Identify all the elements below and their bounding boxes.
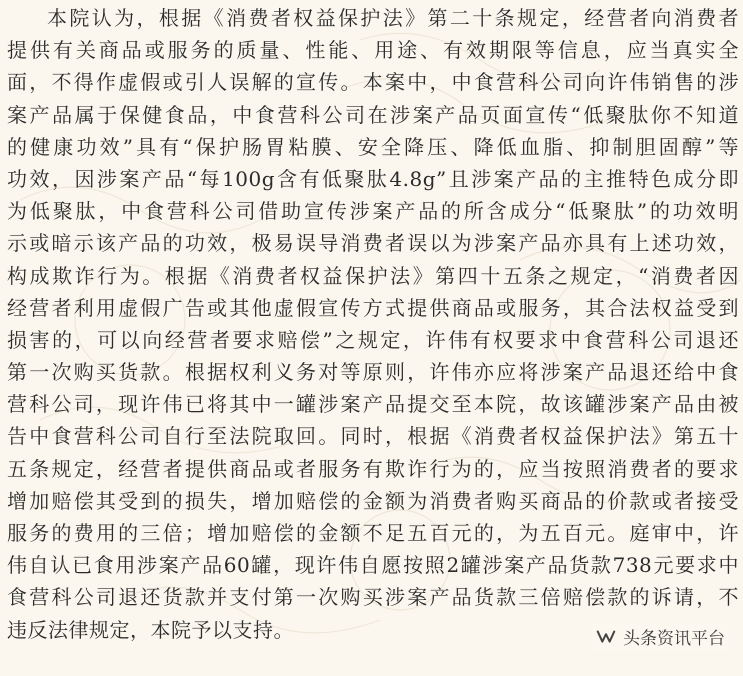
text-line: 案产品属于保健食品，中食营科公司在涉案产品页面宣传“低聚肽你不知道 — [7, 102, 739, 127]
text-line: 五条规定，经营者提供商品或者服务有欺诈行为的，应当按照消费者的要求 — [7, 456, 739, 481]
text-line: 本院认为，根据《消费者权益保护法》第二十条规定，经营者向消费者 — [47, 6, 739, 30]
text-line: 构成欺诈行为。根据《消费者权益保护法》第四十五条之规定，“消费者因 — [7, 263, 739, 288]
watermark-label: 头条资讯平台 — [623, 629, 725, 649]
text-line: 的健康功效”具有“保护肠胃粘膜、安全降压、降低血脂、抑制胆固醇”等 — [7, 134, 739, 159]
text-line: 告中食营科公司自行至法院取回。同时，根据《消费者权益保护法》第五十 — [7, 424, 739, 449]
text-line: 功效，因涉案产品“每100g含有低聚肽4.8g”且涉案产品的主推特色成分即 — [7, 166, 739, 191]
text-line: 增加赔偿其受到的损失，增加赔偿的金额为消费者购买商品的价款或者接受 — [7, 488, 739, 513]
text-line: 示或暗示该产品的功效，极易误导消费者误以为涉案产品亦具有上述功效， — [7, 231, 739, 256]
text-line: 违反法律规定，本院予以支持。 — [7, 617, 294, 642]
wechat-channel-icon — [595, 626, 617, 648]
text-line: 营科公司，现许伟已将其中一罐涉案产品提交至本院，故该罐涉案产品由被 — [7, 392, 739, 417]
text-line: 经营者利用虚假广告或其他虚假宣传方式提供商品或服务，其合法权益受到 — [7, 295, 739, 320]
text-line: 提供有关商品或服务的质量、性能、用途、有效期限等信息，应当真实全 — [7, 38, 739, 63]
source-watermark — [591, 623, 729, 650]
text-line: 伟自认已食用涉案产品60罐，现许伟自愿按照2罐涉案产品货款738元要求中 — [7, 553, 739, 578]
judgment-text — [7, 2, 739, 646]
text-line: 损害的，可以向经营者要求赔偿”之规定，许伟有权要求中食营科公司退还 — [7, 327, 739, 352]
text-line: 食营科公司退还货款并支付第一次购买涉案产品货款三倍赔偿款的诉请，不 — [7, 585, 739, 610]
text-line: 服务的费用的三倍；增加赔偿的金额不足五百元的，为五百元。庭审中，许 — [7, 521, 739, 545]
text-line: 面，不得作虚假或引人误解的宣传。本案中，中食营科公司向许伟销售的涉 — [7, 70, 739, 95]
text-line: 第一次购买货款。根据权利义务对等原则，许伟亦应将涉案产品退还给中食 — [7, 360, 739, 385]
text-line: 为低聚肽，中食营科公司借助宣传涉案产品的所含成分“低聚肽”的功效明 — [7, 199, 739, 224]
